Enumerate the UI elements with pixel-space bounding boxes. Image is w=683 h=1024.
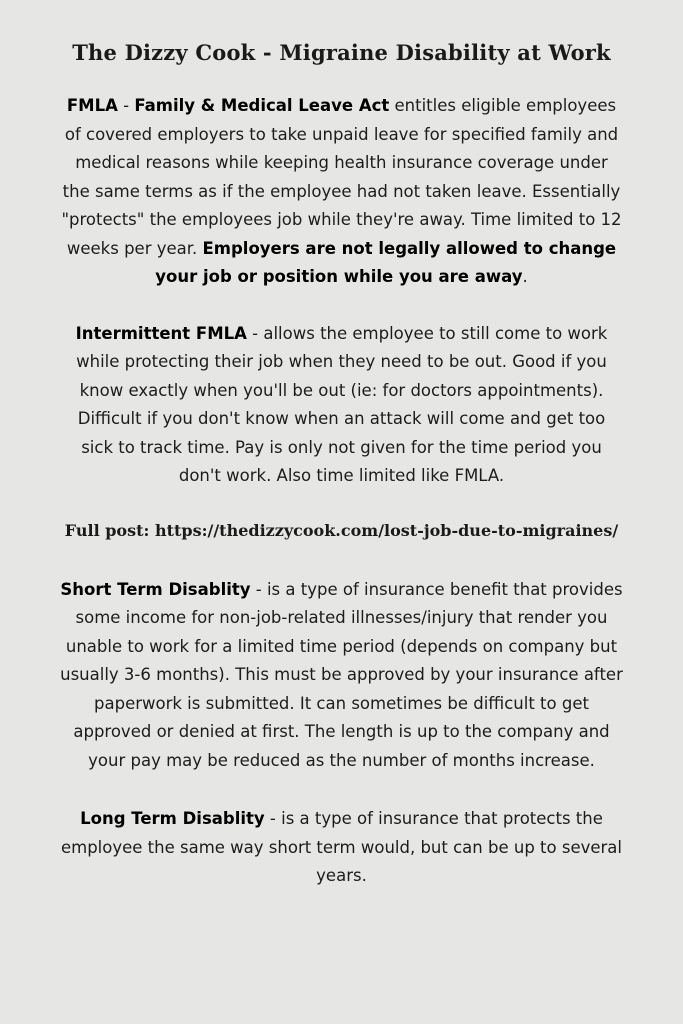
fmla-emphasis: Employers are not legally allowed to change your job or position while you are away bbox=[155, 238, 617, 286]
spacer bbox=[60, 292, 623, 320]
short-term-disability-term: Short Term Disablity bbox=[60, 579, 251, 599]
long-term-disability-paragraph bbox=[60, 805, 623, 891]
full-post-link[interactable]: Full post: https://thedizzycook.com/lost-job-due-to-migraines/ bbox=[64, 520, 619, 540]
fmla-dash: - bbox=[117, 96, 135, 115]
fmla-body: entitles eligible employees of covered employers to take unpaid leave for specified family and medical reasons while keeping health insurance coverage under the same terms as if the employee had not taken leave. Essentially "protects" the employees job while they're away. Time limited to 12 weeks per year. bbox=[61, 96, 622, 258]
fmla-end: . bbox=[522, 267, 528, 286]
intermittent-fmla-paragraph bbox=[60, 320, 623, 491]
long-term-disability-body: - is a type of insurance that protects the employee the same way short term would, but can be up to several years. bbox=[60, 809, 622, 885]
long-term-disability-term: Long Term Disablity bbox=[80, 809, 265, 828]
fmla-term: FMLA bbox=[66, 96, 118, 115]
fmla-paragraph bbox=[60, 92, 623, 292]
spacer bbox=[60, 540, 623, 576]
fmla-full-name: Family & Medical Leave Act bbox=[134, 96, 390, 115]
page-title: The Dizzy Cook - Migraine Disability at Work bbox=[72, 40, 611, 65]
spacer bbox=[60, 775, 623, 805]
intermittent-fmla-term: Intermittent FMLA bbox=[75, 323, 247, 343]
intermittent-fmla-body: - allows the employee to still come to work while protecting their job when they need to be out. Good if you know exactly when you'll be out (ie: for doctors appointments). Difficult if you don't know when an attack will come and get too sick to track time. Pay is only not given for the time period you don't work. Also time limited like FMLA. bbox=[76, 323, 608, 485]
short-term-disability-body: - is a type of insurance benefit that provides some income for non-job-related illnesses/injury that render you unable to work for a limited time period (depends on company but usually 3-6 months). This must be approved by your insurance after paperwork is submitted. It can sometimes be difficult to get approved or denied at first. The length is up to the company and your pay may be reduced as the number of months increase. bbox=[60, 579, 623, 770]
spacer bbox=[60, 491, 623, 521]
short-term-disability-paragraph bbox=[60, 576, 623, 776]
